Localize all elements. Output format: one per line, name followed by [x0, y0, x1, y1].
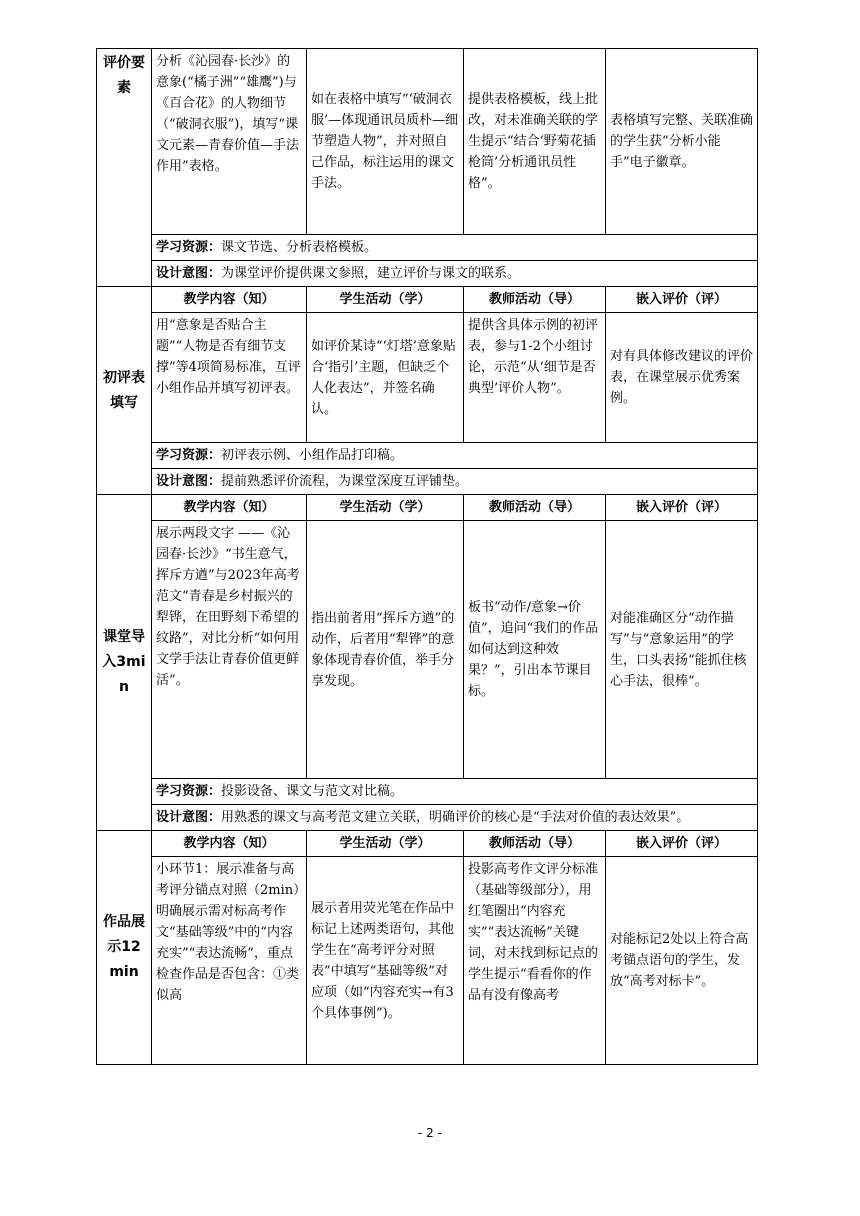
embedded-eval-cell: 对能准确区分“动作描写”与“意象运用”的学生，口头表扬“能抓住核心手法，很棒”。 — [606, 521, 758, 779]
table-row — [97, 857, 758, 1065]
section-label: 初评表填写 — [97, 287, 152, 495]
intent-row — [97, 261, 758, 287]
intent-text: 提前熟悉评价流程，为课堂深度互评铺垫。 — [221, 474, 469, 489]
intent-label: 设计意图： — [156, 266, 222, 281]
content-cell: 小环节1：展示准备与高考评分锚点对照（2min）明确展示需对标高考作文“基础等级”中的“内容充实”“表达流畅”，重点检查作品是否包含：①类似高 — [152, 857, 307, 1065]
intent-text: 用熟悉的课文与高考范文建立关联，明确评价的核心是“手法对价值的表达效果”。 — [221, 810, 690, 825]
student-activity-cell: 如评价某诗“‘灯塔’意象贴合‘指引’主题，但缺乏个人化表达”，并签名确认。 — [307, 313, 464, 443]
resource-row — [97, 779, 758, 805]
header-row — [97, 831, 758, 857]
resource-text: 投影设备、课文与范文对比稿。 — [221, 784, 404, 799]
intent-label: 设计意图： — [156, 810, 222, 825]
intent-row — [97, 469, 758, 495]
student-activity-cell: 指出前者用“挥斥方遒”的动作，后者用“犁铧”的意象体现青春价值，举手分享发现。 — [307, 521, 464, 779]
header-content: 教学内容（知） — [152, 287, 307, 313]
resource-label: 学习资源： — [156, 448, 222, 463]
lesson-plan-table — [96, 48, 758, 1065]
intent-label: 设计意图： — [156, 474, 222, 489]
header-teacher: 教师活动（导） — [464, 287, 606, 313]
embedded-eval-cell: 对有具体修改建议的评价表，在课堂展示优秀案例。 — [606, 313, 758, 443]
content-cell: 用“意象是否贴合主题”“人物是否有细节支撑”等4项简易标准，互评小组作品并填写初评表。 — [152, 313, 307, 443]
header-student: 学生活动（学） — [307, 287, 464, 313]
table-row — [97, 49, 758, 235]
student-activity-cell: 展示者用荧光笔在作品中标记上述两类语句，其他学生在“高考评分对照表”中填写“基础等级”对应项（如“内容充实→有3个具体事例”)。 — [307, 857, 464, 1065]
header-content: 教学内容（知） — [152, 831, 307, 857]
resource-text: 课文节选、分析表格模板。 — [221, 240, 378, 255]
teacher-activity-cell: 提供表格模板，线上批改，对未准确关联的学生提示“结合‘野菊花插枪筒’分析通讯员性格”。 — [464, 49, 606, 235]
header-eval: 嵌入评价（评） — [606, 831, 758, 857]
header-student: 学生活动（学） — [307, 495, 464, 521]
teacher-activity-cell: 投影高考作文评分标准（基础等级部分），用红笔圈出“内容充实”“表达流畅”关键词，对未找到标记点的学生提示“看看你的作品有没有像高考 — [464, 857, 606, 1065]
embedded-eval-cell: 表格填写完整、关联准确的学生获“分析小能手”电子徽章。 — [606, 49, 758, 235]
resource-text: 初评表示例、小组作品打印稿。 — [221, 448, 404, 463]
header-content: 教学内容（知） — [152, 495, 307, 521]
teacher-activity-cell: 板书“动作/意象→价值”，追问“我们的作品如何达到这种效果？”，引出本节课目标。 — [464, 521, 606, 779]
lesson-plan-page — [96, 48, 757, 1065]
resource-label: 学习资源： — [156, 240, 222, 255]
header-teacher: 教师活动（导） — [464, 495, 606, 521]
student-activity-cell: 如在表格中填写“‘破洞衣服’—体现通讯员质朴—细节塑造人物”，并对照自己作品，标注运用的课文手法。 — [307, 49, 464, 235]
resource-label: 学习资源： — [156, 784, 222, 799]
teacher-activity-cell: 提供含具体示例的初评表，参与1-2个小组讨论，示范“从‘细节是否典型’评价人物”。 — [464, 313, 606, 443]
header-eval: 嵌入评价（评） — [606, 495, 758, 521]
resource-row — [97, 443, 758, 469]
section-label: 作品展示12min — [97, 831, 152, 1065]
header-row — [97, 495, 758, 521]
resource-row — [97, 235, 758, 261]
intent-row — [97, 805, 758, 831]
content-cell: 展示两段文字 ——《沁园春·长沙》“书生意气，挥斥方遒”与2023年高考范文“青春是乡村振兴的犁铧，在田野刻下希望的纹路”，对比分析“如何用文学手法让青春价值更鲜活”。 — [152, 521, 307, 779]
header-student: 学生活动（学） — [307, 831, 464, 857]
section-label: 课堂导入3min — [97, 495, 152, 831]
table-row — [97, 313, 758, 443]
section-label: 评价要素 — [97, 49, 152, 287]
content-cell: 分析《沁园春·长沙》的意象(“橘子洲”“雄鹰”)与《百合花》的人物细节（“破洞衣服”)，填写“课文元素—青春价值—手法作用”表格。 — [152, 49, 307, 235]
table-row — [97, 521, 758, 779]
header-eval: 嵌入评价（评） — [606, 287, 758, 313]
header-teacher: 教师活动（导） — [464, 831, 606, 857]
intent-text: 为课堂评价提供课文参照，建立评价与课文的联系。 — [221, 266, 521, 281]
header-row — [97, 287, 758, 313]
embedded-eval-cell: 对能标记2处以上符合高考锚点语句的学生，发放“高考对标卡”。 — [606, 857, 758, 1065]
page-number: - 2 - — [418, 1126, 442, 1140]
